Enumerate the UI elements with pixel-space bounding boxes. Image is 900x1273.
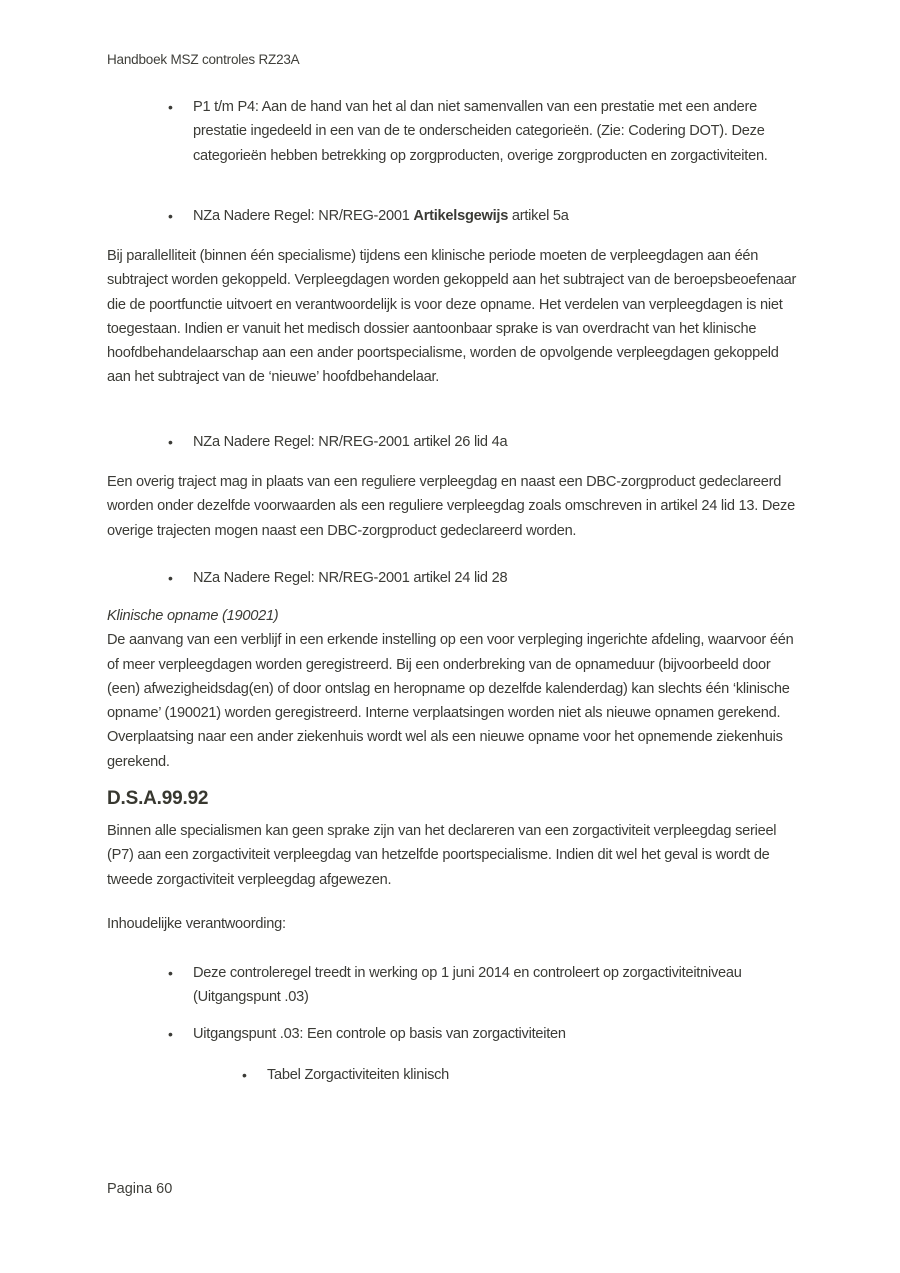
bullet-icon: • (168, 1026, 173, 1042)
bullet-icon: • (168, 434, 173, 450)
bullet-icon: • (168, 208, 173, 224)
bullet-icon: • (168, 965, 173, 981)
list-item-text-suffix: artikel 5a (508, 208, 569, 224)
list-item-text: NZa Nadere Regel: NR/REG-2001 artikel 26 lid 4a (193, 434, 508, 450)
klinische-opname-block (107, 604, 797, 774)
list-item-text-bold: Artikelsgewijs (413, 208, 509, 224)
running-header: Handboek MSZ controles RZ23A (107, 52, 300, 67)
list-item-text: P1 t/m P4: Aan de hand van het al dan niet samenvallen van een prestatie met een andere prestatie ingedeeld in een van de te onderscheiden categorieën. (Zie: Codering DOT). Deze categorieën hebben betrekking op zorgproducten, overige zorgproducten en zorgactiviteiten. (193, 99, 768, 164)
paragraph-overig-traject: Een overig traject mag in plaats van een reguliere verpleegdag en naast een DBC-zorgproduct gedeclareerd worden onder dezelfde voorwaarden als een reguliere verpleegdag zoals omschreven in artikel 24 lid 13. Deze overige trajecten mogen naast een DBC-zorgproduct gedeclareerd worden. (107, 474, 795, 539)
list-item-tabel-zorgactiviteiten (242, 1063, 787, 1087)
list-item-nza-artikel-24 (168, 566, 793, 590)
section-heading: D.S.A.99.92 (107, 788, 209, 809)
paragraph-klinische-opname: De aanvang van een verblijf in een erkende instelling op een voor verpleging ingerichte afdeling, waarvoor één of meer verpleegdagen worden geregistreerd. Bij een onderbreking van de opnameduur (bijvoorbeeld door (een) afwezigheidsdag(en) of door ontslag en heropname op dezelfde kalenderdag) kan slechts één ‘klinische opname’ (190021) worden geregistreerd. Interne verplaatsingen worden niet als nieuwe opnamen gerekend. Overplaatsing naar een ander ziekenhuis wordt wel als een nieuwe opname voor het opnemende ziekenhuis gerekend. (107, 632, 794, 770)
list-item-controleregel (168, 961, 793, 1010)
bullet-icon: • (168, 99, 173, 115)
bullet-icon: • (168, 570, 173, 586)
paragraph-dsa: Binnen alle specialismen kan geen sprake zijn van het declareren van een zorgactiviteit verpleegdag serieel (P7) aan een zorgactiviteit verpleegdag van hetzelfde poortspecialisme. Indien dit wel het geval is wordt de tweede zorgactiviteit verpleegdag afgewezen. (107, 823, 777, 888)
list-item-nza-artikel-5a (168, 204, 793, 228)
list-item-nza-artikel-26 (168, 430, 793, 454)
list-item-p1-p4 (168, 95, 793, 168)
subheading-klinische-opname: Klinische opname (190021) (107, 608, 279, 624)
label-inhoudelijke-verantwoording: Inhoudelijke verantwoording: (107, 916, 286, 932)
list-item-text: Uitgangspunt .03: Een controle op basis van zorgactiviteiten (193, 1026, 566, 1042)
list-item-text: NZa Nadere Regel: NR/REG-2001 artikel 24 lid 28 (193, 570, 508, 586)
page-number: Pagina 60 (107, 1181, 173, 1197)
list-item-uitgangspunt (168, 1022, 793, 1046)
list-item-text: Deze controleregel treedt in werking op 1 juni 2014 en controleert op zorgactiviteitniveau (Uitgangspunt .03) (193, 965, 742, 1006)
paragraph-parallelliteit: Bij parallelliteit (binnen één specialisme) tijdens een klinische periode moeten de verpleegdagen aan één subtraject worden gekoppeld. Verpleegdagen worden gekoppeld aan het subtraject van de beroepsbeoefenaar die de poortfunctie uitvoert en verantwoordelijk is voor deze opname. Het verdelen van verpleegdagen is niet toegestaan. Indien er vanuit het medisch dossier aantoonbaar sprake is van overdracht van het klinische hoofdbehandelaarschap aan een ander poortspecialisme, worden de opvolgende verpleegdagen gekoppeld aan het subtraject van de ‘nieuwe’ hoofdbehandelaar. (107, 248, 797, 386)
bullet-icon: • (242, 1067, 247, 1083)
list-item-text: Tabel Zorgactiviteiten klinisch (267, 1067, 450, 1083)
list-item-text-prefix: NZa Nadere Regel: NR/REG-2001 (193, 208, 414, 224)
